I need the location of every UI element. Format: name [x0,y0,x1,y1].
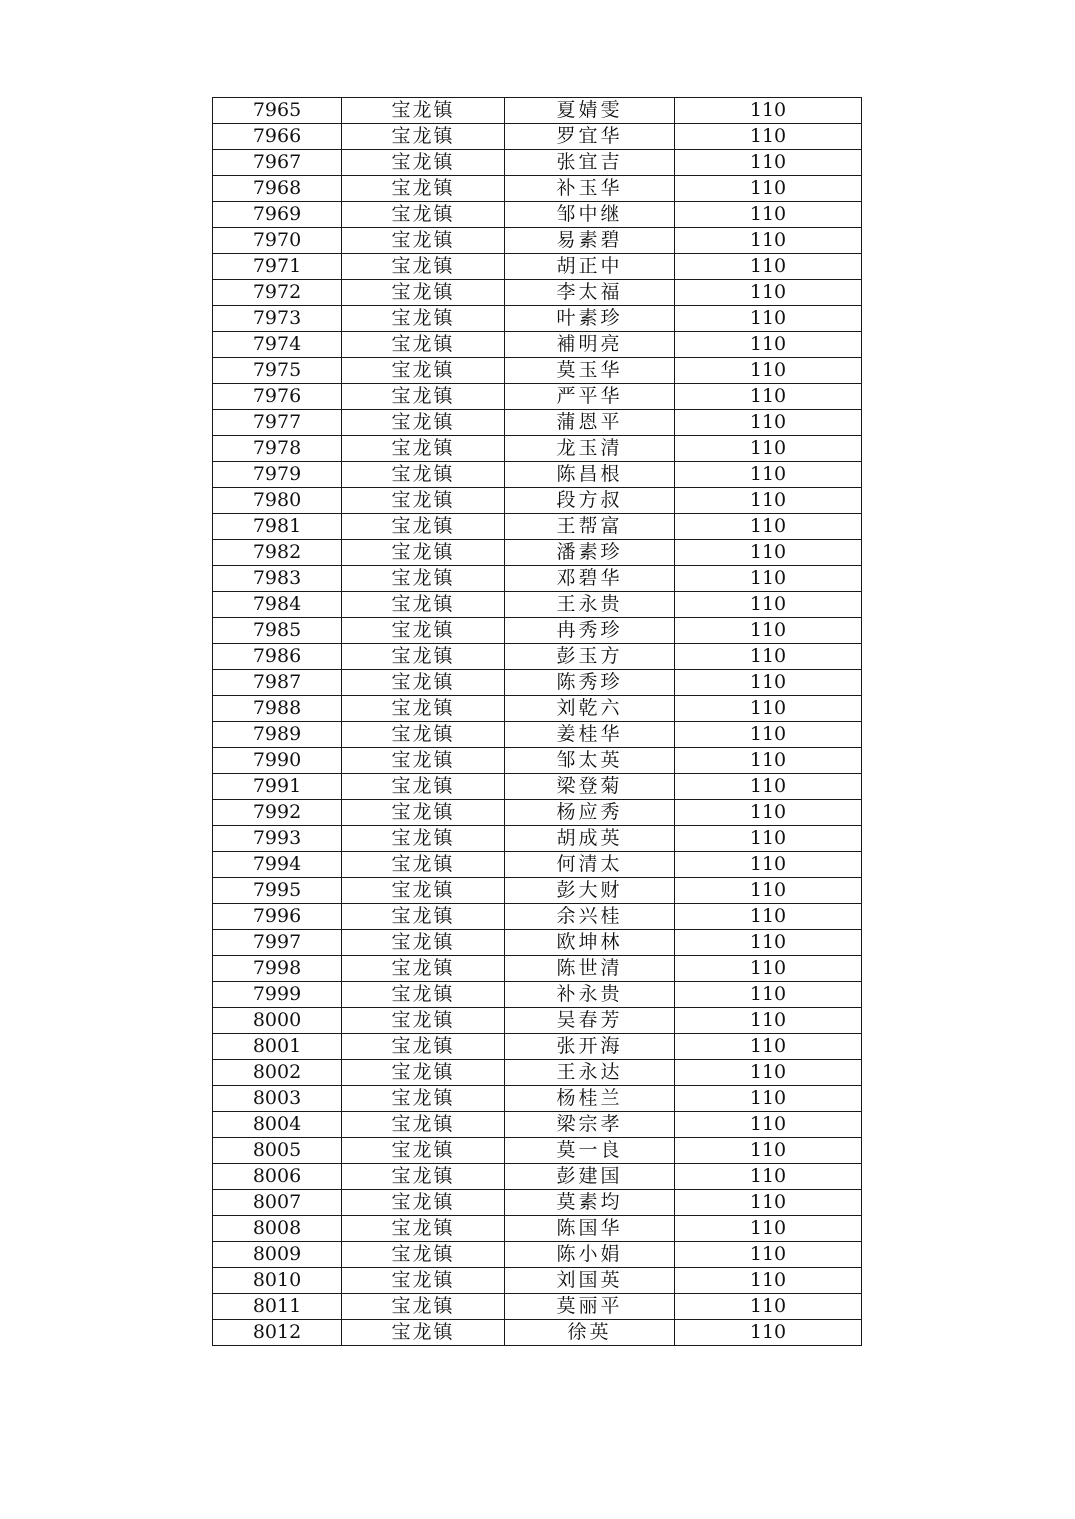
row-number-cell: 7984 [213,592,342,618]
amount-cell: 110 [675,202,862,228]
row-number-cell: 7973 [213,306,342,332]
roster-table-body [213,98,862,1346]
table-row [213,488,862,514]
table-row [213,410,862,436]
amount-cell: 110 [675,1138,862,1164]
row-number-cell: 7976 [213,384,342,410]
table-row [213,956,862,982]
town-cell: 宝龙镇 [342,774,505,800]
amount-cell: 110 [675,982,862,1008]
town-cell: 宝龙镇 [342,592,505,618]
amount-cell: 110 [675,1112,862,1138]
town-cell: 宝龙镇 [342,462,505,488]
town-cell: 宝龙镇 [342,1112,505,1138]
row-number-cell: 7994 [213,852,342,878]
amount-cell: 110 [675,1190,862,1216]
name-cell: 王帮富 [505,514,675,540]
town-cell: 宝龙镇 [342,566,505,592]
row-number-cell: 7987 [213,670,342,696]
amount-cell: 110 [675,644,862,670]
table-row [213,1320,862,1346]
town-cell: 宝龙镇 [342,540,505,566]
amount-cell: 110 [675,384,862,410]
row-number-cell: 8002 [213,1060,342,1086]
amount-cell: 110 [675,1164,862,1190]
row-number-cell: 8010 [213,1268,342,1294]
table-row [213,1034,862,1060]
amount-cell: 110 [675,1034,862,1060]
table-row [213,1112,862,1138]
town-cell: 宝龙镇 [342,1294,505,1320]
row-number-cell: 7998 [213,956,342,982]
town-cell: 宝龙镇 [342,618,505,644]
row-number-cell: 7971 [213,254,342,280]
name-cell: 莫素均 [505,1190,675,1216]
table-row [213,618,862,644]
amount-cell: 110 [675,618,862,644]
name-cell: 彭建国 [505,1164,675,1190]
row-number-cell: 7988 [213,696,342,722]
row-number-cell: 7986 [213,644,342,670]
name-cell: 补永贵 [505,982,675,1008]
town-cell: 宝龙镇 [342,280,505,306]
name-cell: 陈小娟 [505,1242,675,1268]
name-cell: 王永达 [505,1060,675,1086]
town-cell: 宝龙镇 [342,1086,505,1112]
town-cell: 宝龙镇 [342,1034,505,1060]
amount-cell: 110 [675,358,862,384]
name-cell: 张宜吉 [505,150,675,176]
row-number-cell: 7997 [213,930,342,956]
row-number-cell: 7993 [213,826,342,852]
amount-cell: 110 [675,176,862,202]
table-row [213,592,862,618]
row-number-cell: 8000 [213,1008,342,1034]
amount-cell: 110 [675,1008,862,1034]
name-cell: 段方叔 [505,488,675,514]
amount-cell: 110 [675,488,862,514]
name-cell: 徐英 [505,1320,675,1346]
table-row [213,124,862,150]
table-row [213,202,862,228]
table-row [213,306,862,332]
town-cell: 宝龙镇 [342,384,505,410]
town-cell: 宝龙镇 [342,514,505,540]
name-cell: 邓碧华 [505,566,675,592]
table-row [213,384,862,410]
town-cell: 宝龙镇 [342,956,505,982]
table-row [213,462,862,488]
amount-cell: 110 [675,1268,862,1294]
name-cell: 刘乾六 [505,696,675,722]
name-cell: 何清太 [505,852,675,878]
name-cell: 彭玉方 [505,644,675,670]
name-cell: 冉秀珍 [505,618,675,644]
row-number-cell: 7979 [213,462,342,488]
row-number-cell: 7977 [213,410,342,436]
town-cell: 宝龙镇 [342,436,505,462]
roster-table [212,97,862,1346]
row-number-cell: 7983 [213,566,342,592]
town-cell: 宝龙镇 [342,306,505,332]
town-cell: 宝龙镇 [342,1190,505,1216]
town-cell: 宝龙镇 [342,800,505,826]
name-cell: 梁登菊 [505,774,675,800]
name-cell: 欧坤林 [505,930,675,956]
table-row [213,1164,862,1190]
amount-cell: 110 [675,332,862,358]
amount-cell: 110 [675,1242,862,1268]
town-cell: 宝龙镇 [342,1242,505,1268]
row-number-cell: 7968 [213,176,342,202]
table-row [213,1242,862,1268]
name-cell: 補明亮 [505,332,675,358]
table-row [213,644,862,670]
table-row [213,1138,862,1164]
name-cell: 补玉华 [505,176,675,202]
table-row [213,280,862,306]
table-row [213,774,862,800]
town-cell: 宝龙镇 [342,150,505,176]
row-number-cell: 8011 [213,1294,342,1320]
town-cell: 宝龙镇 [342,904,505,930]
name-cell: 李太福 [505,280,675,306]
row-number-cell: 8001 [213,1034,342,1060]
name-cell: 潘素珍 [505,540,675,566]
name-cell: 邹中继 [505,202,675,228]
row-number-cell: 7982 [213,540,342,566]
amount-cell: 110 [675,592,862,618]
table-row [213,852,862,878]
town-cell: 宝龙镇 [342,982,505,1008]
amount-cell: 110 [675,930,862,956]
table-row [213,1190,862,1216]
amount-cell: 110 [675,852,862,878]
town-cell: 宝龙镇 [342,644,505,670]
row-number-cell: 7965 [213,98,342,124]
table-row [213,904,862,930]
row-number-cell: 7978 [213,436,342,462]
town-cell: 宝龙镇 [342,1216,505,1242]
name-cell: 胡正中 [505,254,675,280]
town-cell: 宝龙镇 [342,332,505,358]
amount-cell: 110 [675,228,862,254]
amount-cell: 110 [675,878,862,904]
table-row [213,1294,862,1320]
amount-cell: 110 [675,774,862,800]
table-row [213,358,862,384]
town-cell: 宝龙镇 [342,930,505,956]
amount-cell: 110 [675,436,862,462]
table-row [213,670,862,696]
amount-cell: 110 [675,1086,862,1112]
row-number-cell: 8012 [213,1320,342,1346]
town-cell: 宝龙镇 [342,228,505,254]
town-cell: 宝龙镇 [342,722,505,748]
amount-cell: 110 [675,826,862,852]
row-number-cell: 8005 [213,1138,342,1164]
town-cell: 宝龙镇 [342,1164,505,1190]
table-row [213,826,862,852]
amount-cell: 110 [675,956,862,982]
town-cell: 宝龙镇 [342,254,505,280]
town-cell: 宝龙镇 [342,202,505,228]
row-number-cell: 7974 [213,332,342,358]
town-cell: 宝龙镇 [342,176,505,202]
name-cell: 张开海 [505,1034,675,1060]
name-cell: 梁宗孝 [505,1112,675,1138]
name-cell: 胡成英 [505,826,675,852]
table-row [213,878,862,904]
row-number-cell: 7999 [213,982,342,1008]
name-cell: 莫一良 [505,1138,675,1164]
table-row [213,332,862,358]
town-cell: 宝龙镇 [342,98,505,124]
town-cell: 宝龙镇 [342,1008,505,1034]
row-number-cell: 7981 [213,514,342,540]
table-row [213,1008,862,1034]
name-cell: 严平华 [505,384,675,410]
name-cell: 莫玉华 [505,358,675,384]
amount-cell: 110 [675,670,862,696]
town-cell: 宝龙镇 [342,670,505,696]
name-cell: 陈秀珍 [505,670,675,696]
table-row [213,228,862,254]
amount-cell: 110 [675,566,862,592]
name-cell: 姜桂华 [505,722,675,748]
row-number-cell: 8009 [213,1242,342,1268]
amount-cell: 110 [675,1216,862,1242]
amount-cell: 110 [675,462,862,488]
table-row [213,566,862,592]
name-cell: 王永贵 [505,592,675,618]
name-cell: 陈国华 [505,1216,675,1242]
table-row [213,436,862,462]
amount-cell: 110 [675,254,862,280]
name-cell: 邹太英 [505,748,675,774]
row-number-cell: 7967 [213,150,342,176]
row-number-cell: 7975 [213,358,342,384]
table-row [213,514,862,540]
town-cell: 宝龙镇 [342,878,505,904]
name-cell: 陈世清 [505,956,675,982]
town-cell: 宝龙镇 [342,696,505,722]
row-number-cell: 7996 [213,904,342,930]
row-number-cell: 7990 [213,748,342,774]
amount-cell: 110 [675,722,862,748]
row-number-cell: 8004 [213,1112,342,1138]
row-number-cell: 8007 [213,1190,342,1216]
row-number-cell: 7972 [213,280,342,306]
amount-cell: 110 [675,150,862,176]
town-cell: 宝龙镇 [342,124,505,150]
town-cell: 宝龙镇 [342,1060,505,1086]
town-cell: 宝龙镇 [342,1268,505,1294]
town-cell: 宝龙镇 [342,1320,505,1346]
town-cell: 宝龙镇 [342,358,505,384]
town-cell: 宝龙镇 [342,410,505,436]
amount-cell: 110 [675,1294,862,1320]
name-cell: 莫丽平 [505,1294,675,1320]
row-number-cell: 7992 [213,800,342,826]
row-number-cell: 7995 [213,878,342,904]
amount-cell: 110 [675,904,862,930]
row-number-cell: 8003 [213,1086,342,1112]
amount-cell: 110 [675,800,862,826]
table-row [213,1060,862,1086]
name-cell: 余兴桂 [505,904,675,930]
row-number-cell: 7970 [213,228,342,254]
table-row [213,982,862,1008]
name-cell: 叶素珍 [505,306,675,332]
name-cell: 吴春芳 [505,1008,675,1034]
name-cell: 易素碧 [505,228,675,254]
table-row [213,150,862,176]
row-number-cell: 7969 [213,202,342,228]
amount-cell: 110 [675,98,862,124]
amount-cell: 110 [675,514,862,540]
town-cell: 宝龙镇 [342,748,505,774]
amount-cell: 110 [675,748,862,774]
amount-cell: 110 [675,410,862,436]
name-cell: 杨桂兰 [505,1086,675,1112]
name-cell: 彭大财 [505,878,675,904]
name-cell: 夏婧雯 [505,98,675,124]
table-row [213,254,862,280]
table-row [213,930,862,956]
row-number-cell: 7966 [213,124,342,150]
amount-cell: 110 [675,124,862,150]
name-cell: 杨应秀 [505,800,675,826]
table-row [213,722,862,748]
row-number-cell: 8006 [213,1164,342,1190]
row-number-cell: 7980 [213,488,342,514]
row-number-cell: 7991 [213,774,342,800]
name-cell: 蒲恩平 [505,410,675,436]
town-cell: 宝龙镇 [342,488,505,514]
row-number-cell: 7989 [213,722,342,748]
amount-cell: 110 [675,306,862,332]
town-cell: 宝龙镇 [342,1138,505,1164]
table-row [213,1086,862,1112]
amount-cell: 110 [675,696,862,722]
amount-cell: 110 [675,1060,862,1086]
name-cell: 陈昌根 [505,462,675,488]
name-cell: 罗宜华 [505,124,675,150]
table-row [213,98,862,124]
table-row [213,540,862,566]
row-number-cell: 7985 [213,618,342,644]
town-cell: 宝龙镇 [342,852,505,878]
table-row [213,800,862,826]
name-cell: 刘国英 [505,1268,675,1294]
amount-cell: 110 [675,540,862,566]
row-number-cell: 8008 [213,1216,342,1242]
table-row [213,696,862,722]
table-row [213,748,862,774]
table-row [213,176,862,202]
name-cell: 龙玉清 [505,436,675,462]
table-row [213,1216,862,1242]
table-row [213,1268,862,1294]
amount-cell: 110 [675,1320,862,1346]
town-cell: 宝龙镇 [342,826,505,852]
amount-cell: 110 [675,280,862,306]
